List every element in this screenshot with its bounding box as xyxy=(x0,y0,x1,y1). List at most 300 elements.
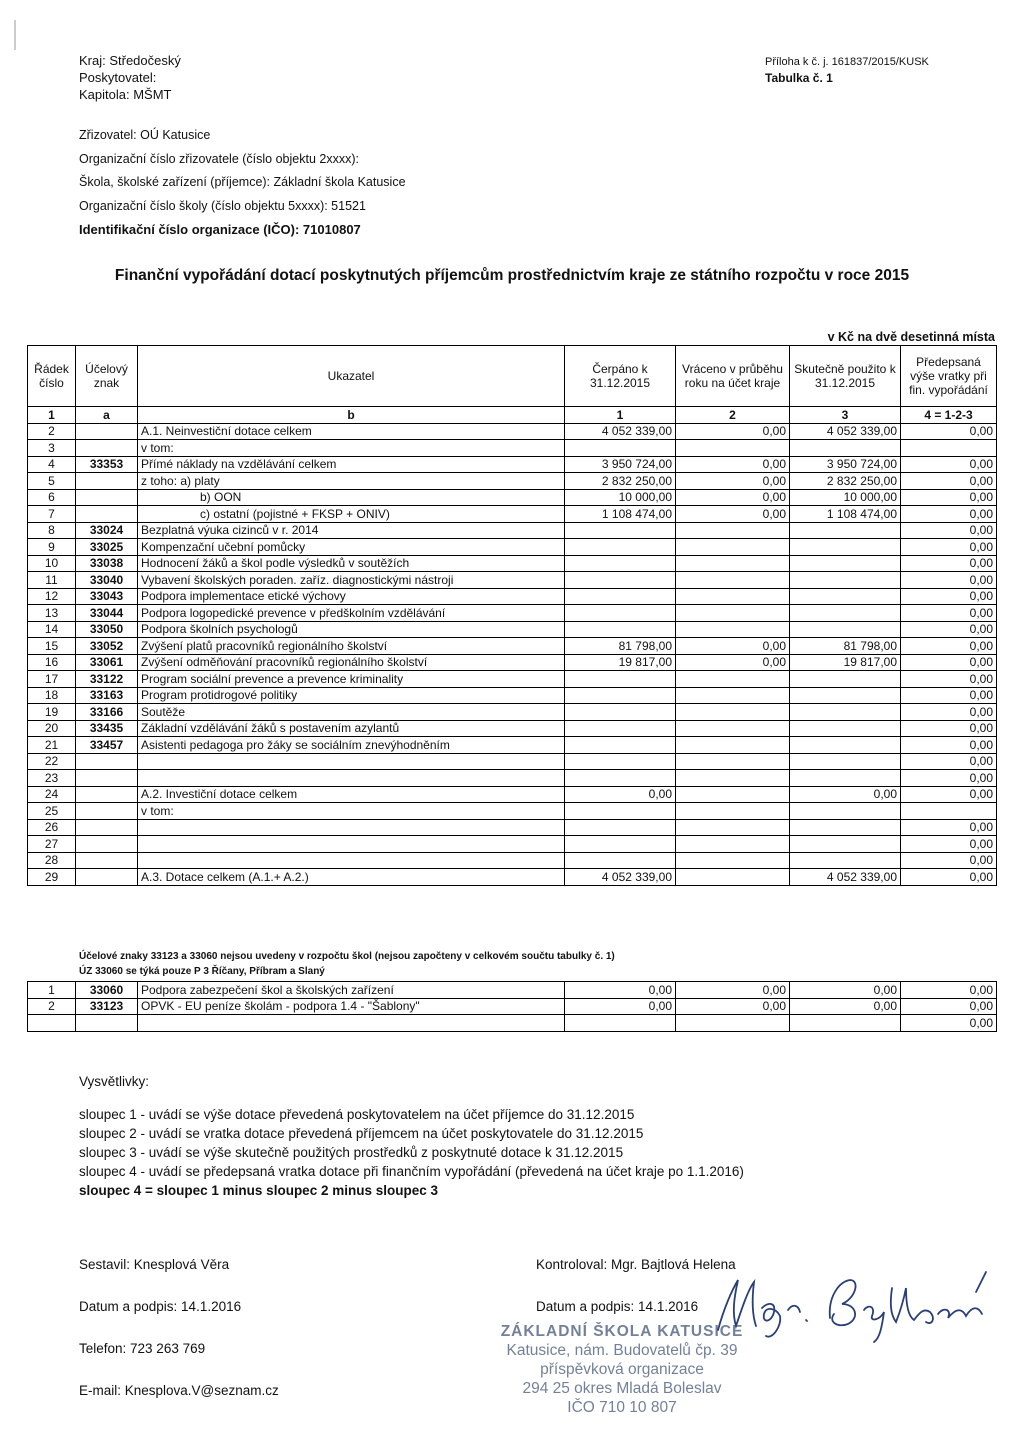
telefon: Telefon: 723 263 769 xyxy=(79,1341,206,1356)
ucelovy-znak-cell: 33025 xyxy=(76,539,138,556)
cerpano-cell: 0,00 xyxy=(565,982,676,999)
vraceno-cell xyxy=(676,522,790,539)
ukazatel-cell: Soutěže xyxy=(138,704,565,721)
ukazatel-cell: c) ostatní (pojistné + FKSP + ONIV) xyxy=(138,506,565,523)
row-number-cell: 15 xyxy=(28,638,76,655)
vraceno-cell xyxy=(676,786,790,803)
ucelovy-znak-cell xyxy=(76,786,138,803)
ukazatel-cell: Program protidrogové politiky xyxy=(138,687,565,704)
predepsana-cell: 0,00 xyxy=(901,605,997,622)
row-number-cell: 26 xyxy=(28,819,76,836)
sub-table-row xyxy=(28,1015,997,1032)
vraceno-cell xyxy=(676,621,790,638)
table-row xyxy=(28,621,997,638)
vraceno-cell: 0,00 xyxy=(676,982,790,999)
note-line-1: Účelové znaky 33123 a 33060 nejsou uvedeny v rozpočtu škol (nejsou započteny v celkovém součtu tabulky č. 1) xyxy=(79,951,615,962)
stamp-line: příspěvková organizace xyxy=(540,1361,704,1378)
predepsana-cell: 0,00 xyxy=(901,522,997,539)
ucelovy-znak-cell: 33050 xyxy=(76,621,138,638)
cerpano-cell: 4 052 339,00 xyxy=(565,869,676,886)
stamp-line: Katusice, nám. Budovatelů čp. 39 xyxy=(506,1342,738,1359)
skutecne-cell xyxy=(790,836,901,853)
ukazatel-cell xyxy=(138,819,565,836)
vraceno-cell xyxy=(676,852,790,869)
ucelovy-znak-cell: 33024 xyxy=(76,522,138,539)
ico: Identifikační číslo organizace (IČO): 71010807 xyxy=(79,222,361,237)
row-number-cell: 7 xyxy=(28,506,76,523)
signature-stroke xyxy=(718,1280,756,1330)
sub-table-row xyxy=(28,982,997,999)
cerpano-cell: 81 798,00 xyxy=(565,638,676,655)
cerpano-cell xyxy=(565,588,676,605)
ucelovy-znak-cell: 33166 xyxy=(76,704,138,721)
ucelovy-znak-cell: 33040 xyxy=(76,572,138,589)
cerpano-cell xyxy=(565,555,676,572)
row-number-cell: 4 xyxy=(28,456,76,473)
kapitola-label: Kapitola: MŠMT xyxy=(79,87,172,102)
signature-left xyxy=(79,1257,279,1425)
skola: Škola, školské zařízení (příjemce): Základní škola Katusice xyxy=(79,175,406,189)
row-number-cell: 16 xyxy=(28,654,76,671)
skutecne-cell: 1 108 474,00 xyxy=(790,506,901,523)
page-title: Finanční vypořádání dotací poskytnutých příjemcům prostřednictvím kraje ze státního rozpočtu v roce 2015 xyxy=(114,267,910,284)
skutecne-cell: 3 950 724,00 xyxy=(790,456,901,473)
ucelovy-znak-cell: 33060 xyxy=(76,982,138,999)
skutecne-cell xyxy=(790,605,901,622)
table-row xyxy=(28,704,997,721)
cerpano-cell: 19 817,00 xyxy=(565,654,676,671)
vraceno-cell: 0,00 xyxy=(676,506,790,523)
index-cell: 1 xyxy=(28,407,76,424)
table-row xyxy=(28,753,997,770)
skutecne-cell: 81 798,00 xyxy=(790,638,901,655)
row-number-cell xyxy=(28,1015,76,1032)
table-row xyxy=(28,440,997,457)
stamp-line: ZÁKLADNÍ ŠKOLA KATUSICE xyxy=(500,1323,744,1340)
ucelovy-znak-cell xyxy=(76,852,138,869)
ucelovy-znak-cell xyxy=(76,423,138,440)
predepsana-cell: 0,00 xyxy=(901,869,997,886)
predepsana-cell: 0,00 xyxy=(901,572,997,589)
note-line-2: ÚZ 33060 se týká pouze P 3 Říčany, Příbram a Slaný xyxy=(79,966,325,977)
ukazatel-cell: z toho: a) platy xyxy=(138,473,565,490)
signature-stroke xyxy=(864,1307,884,1342)
row-number-cell: 25 xyxy=(28,803,76,820)
ukazatel-cell: b) OON xyxy=(138,489,565,506)
skutecne-cell: 0,00 xyxy=(790,982,901,999)
org-cislo-skoly: Organizační číslo školy (číslo objektu 5xxxx): 51521 xyxy=(79,198,366,213)
row-number-cell: 17 xyxy=(28,671,76,688)
vraceno-cell xyxy=(676,539,790,556)
table-row xyxy=(28,654,997,671)
row-number-cell: 14 xyxy=(28,621,76,638)
col-vraceno: Vráceno v průběhu roku na účet kraje xyxy=(676,346,790,407)
skutecne-cell xyxy=(790,440,901,457)
predepsana-cell: 0,00 xyxy=(901,836,997,853)
vraceno-cell: 0,00 xyxy=(676,473,790,490)
vraceno-cell xyxy=(676,572,790,589)
ukazatel-cell: Základní vzdělávání žáků s postavením azylantů xyxy=(138,720,565,737)
vraceno-cell: 0,00 xyxy=(676,654,790,671)
predepsana-cell: 0,00 xyxy=(901,588,997,605)
table-row xyxy=(28,506,997,523)
table-row xyxy=(28,638,997,655)
signature-stroke xyxy=(938,1308,982,1318)
legend-item: sloupec 1 - uvádí se výše dotace převedená poskytovatelem na účet příjemce do 31.12.2015 xyxy=(79,1107,635,1122)
row-number-cell: 2 xyxy=(28,423,76,440)
stamp-line: 294 25 okres Mladá Boleslav xyxy=(522,1380,722,1397)
table-row xyxy=(28,869,997,886)
cerpano-cell xyxy=(565,819,676,836)
cerpano-cell xyxy=(565,522,676,539)
table-row xyxy=(28,456,997,473)
header-right xyxy=(765,54,929,86)
vraceno-cell xyxy=(676,819,790,836)
skutecne-cell: 4 052 339,00 xyxy=(790,423,901,440)
skutecne-cell xyxy=(790,522,901,539)
table-header-row xyxy=(28,346,997,407)
ucelovy-znak-cell: 33052 xyxy=(76,638,138,655)
cerpano-cell: 0,00 xyxy=(565,786,676,803)
stamp-line: IČO 710 10 807 xyxy=(567,1399,677,1416)
predepsana-cell: 0,00 xyxy=(901,671,997,688)
header-left xyxy=(79,52,181,103)
vraceno-cell xyxy=(676,1015,790,1032)
index-cell: a xyxy=(76,407,138,424)
col-cerpano: Čerpáno k 31.12.2015 xyxy=(565,346,676,407)
row-number-cell: 20 xyxy=(28,720,76,737)
ucelovy-znak-cell: 33353 xyxy=(76,456,138,473)
predepsana-cell xyxy=(901,803,997,820)
note xyxy=(79,949,615,979)
legend-item: sloupec 2 - uvádí se vratka dotace převedená příjemcem na účet poskytovatele do 31.12.2015 xyxy=(79,1126,644,1141)
main-table xyxy=(27,345,997,886)
email: E-mail: Knesplova.V@seznam.cz xyxy=(79,1383,279,1398)
col-skutecne: Skutečně použito k 31.12.2015 xyxy=(790,346,901,407)
index-cell: 4 = 1-2-3 xyxy=(901,407,997,424)
ucelovy-znak-cell: 33435 xyxy=(76,720,138,737)
sub-table-row xyxy=(28,998,997,1015)
sub-table-body xyxy=(28,982,997,1032)
table-row xyxy=(28,687,997,704)
cerpano-cell xyxy=(565,687,676,704)
signature-stroke xyxy=(762,1304,780,1337)
legend-title: Vysvětlivky: xyxy=(79,1074,150,1089)
row-number-cell: 24 xyxy=(28,786,76,803)
ukazatel-cell: Vybavení školských poraden. zaříz. diagnostickými nástroji xyxy=(138,572,565,589)
handwritten-signature xyxy=(710,1268,1000,1348)
skutecne-cell: 10 000,00 xyxy=(790,489,901,506)
table-row xyxy=(28,489,997,506)
ucelovy-znak-cell: 33457 xyxy=(76,737,138,754)
vraceno-cell xyxy=(676,836,790,853)
signature-stroke xyxy=(830,1280,856,1325)
cerpano-cell: 1 108 474,00 xyxy=(565,506,676,523)
predepsana-cell: 0,00 xyxy=(901,1015,997,1032)
index-cell: 1 xyxy=(565,407,676,424)
row-number-cell: 2 xyxy=(28,998,76,1015)
ukazatel-cell: A.1. Neinvestiční dotace celkem xyxy=(138,423,565,440)
skutecne-cell xyxy=(790,671,901,688)
table-row xyxy=(28,819,997,836)
col-ukazatel: Ukazatel xyxy=(138,346,565,407)
ukazatel-cell: Přímé náklady na vzdělávání celkem xyxy=(138,456,565,473)
table-row xyxy=(28,852,997,869)
cerpano-cell: 0,00 xyxy=(565,998,676,1015)
skutecne-cell: 4 052 339,00 xyxy=(790,869,901,886)
skutecne-cell xyxy=(790,704,901,721)
ukazatel-cell xyxy=(138,836,565,853)
cerpano-cell xyxy=(565,720,676,737)
vraceno-cell: 0,00 xyxy=(676,638,790,655)
sub-table xyxy=(27,981,997,1032)
predepsana-cell: 0,00 xyxy=(901,456,997,473)
vraceno-cell xyxy=(676,803,790,820)
cerpano-cell: 3 950 724,00 xyxy=(565,456,676,473)
row-number-cell: 13 xyxy=(28,605,76,622)
table-row xyxy=(28,473,997,490)
skutecne-cell: 0,00 xyxy=(790,998,901,1015)
skutecne-cell: 19 817,00 xyxy=(790,654,901,671)
skutecne-cell: 0,00 xyxy=(790,786,901,803)
vraceno-cell xyxy=(676,869,790,886)
cerpano-cell xyxy=(565,803,676,820)
ukazatel-cell xyxy=(138,753,565,770)
vraceno-cell: 0,00 xyxy=(676,423,790,440)
predepsana-cell: 0,00 xyxy=(901,720,997,737)
ucelovy-znak-cell xyxy=(76,440,138,457)
table-row xyxy=(28,786,997,803)
predepsana-cell: 0,00 xyxy=(901,555,997,572)
row-number-cell: 28 xyxy=(28,852,76,869)
ukazatel-cell: OPVK - EU peníze školám - podpora 1.4 - "Šablony" xyxy=(138,998,565,1015)
predepsana-cell: 0,00 xyxy=(901,753,997,770)
col-radek: Řádek číslo xyxy=(28,346,76,407)
ucelovy-znak-cell xyxy=(76,1015,138,1032)
skutecne-cell xyxy=(790,753,901,770)
cerpano-cell: 10 000,00 xyxy=(565,489,676,506)
ucelovy-znak-cell xyxy=(76,506,138,523)
signature-stroke xyxy=(891,1288,933,1323)
ucelovy-znak-cell: 33163 xyxy=(76,687,138,704)
scan-speck xyxy=(14,20,16,50)
index-cell: b xyxy=(138,407,565,424)
skutecne-cell xyxy=(790,1015,901,1032)
vraceno-cell xyxy=(676,737,790,754)
vraceno-cell: 0,00 xyxy=(676,456,790,473)
index-cell: 3 xyxy=(790,407,901,424)
cerpano-cell: 2 832 250,00 xyxy=(565,473,676,490)
legend xyxy=(79,1072,744,1200)
row-number-cell: 6 xyxy=(28,489,76,506)
skutecne-cell xyxy=(790,555,901,572)
ucelovy-znak-cell xyxy=(76,836,138,853)
vraceno-cell xyxy=(676,605,790,622)
cerpano-cell xyxy=(565,753,676,770)
skutecne-cell xyxy=(790,737,901,754)
cerpano-cell xyxy=(565,704,676,721)
legend-item: sloupec 3 - uvádí se výše skutečně použitých prostředků z poskytnuté dotace k 31.12.2015 xyxy=(79,1145,624,1160)
table-row xyxy=(28,720,997,737)
row-number-cell: 19 xyxy=(28,704,76,721)
vraceno-cell xyxy=(676,704,790,721)
vraceno-cell xyxy=(676,770,790,787)
vraceno-cell: 0,00 xyxy=(676,998,790,1015)
skutecne-cell xyxy=(790,588,901,605)
row-number-cell: 21 xyxy=(28,737,76,754)
cerpano-cell xyxy=(565,671,676,688)
table-row xyxy=(28,803,997,820)
cerpano-cell xyxy=(565,852,676,869)
cerpano-cell xyxy=(565,737,676,754)
kraj-label: Kraj: Středočeský xyxy=(79,53,181,68)
ucelovy-znak-cell xyxy=(76,753,138,770)
cerpano-cell xyxy=(565,1015,676,1032)
cerpano-cell xyxy=(565,770,676,787)
zrizovatel: Zřizovatel: OÚ Katusice xyxy=(79,128,211,142)
legend-formula: sloupec 4 = sloupec 1 minus sloupec 2 minus sloupec 3 xyxy=(79,1183,438,1198)
ucelovy-znak-cell xyxy=(76,489,138,506)
table-row xyxy=(28,423,997,440)
predepsana-cell: 0,00 xyxy=(901,506,997,523)
col-ucelovy-znak: Účelový znak xyxy=(76,346,138,407)
col-predepsana: Předepsaná výše vratky při fin. vypořádání xyxy=(901,346,997,407)
ukazatel-cell: Hodnocení žáků a škol podle výsledků v soutěžích xyxy=(138,555,565,572)
ukazatel-cell: Zvýšení platů pracovníků regionálního školství xyxy=(138,638,565,655)
ukazatel-cell: Podpora logopedické prevence v předškolním vzdělávání xyxy=(138,605,565,622)
predepsana-cell: 0,00 xyxy=(901,704,997,721)
priloha-ref: Příloha k č. j. 161837/2015/KUSK xyxy=(765,56,929,68)
ucelovy-znak-cell: 33043 xyxy=(76,588,138,605)
predepsana-cell: 0,00 xyxy=(901,852,997,869)
row-number-cell: 27 xyxy=(28,836,76,853)
ucelovy-znak-cell: 33123 xyxy=(76,998,138,1015)
row-number-cell: 18 xyxy=(28,687,76,704)
ucelovy-znak-cell: 33122 xyxy=(76,671,138,688)
row-number-cell: 8 xyxy=(28,522,76,539)
ucelovy-znak-cell xyxy=(76,473,138,490)
vraceno-cell xyxy=(676,720,790,737)
kontroloval: Kontroloval: Mgr. Bajtlová Helena xyxy=(536,1257,736,1272)
ukazatel-cell: v tom: xyxy=(138,803,565,820)
predepsana-cell: 0,00 xyxy=(901,473,997,490)
ukazatel-cell: Zvýšení odměňování pracovníků regionálního školství xyxy=(138,654,565,671)
table-row xyxy=(28,770,997,787)
row-number-cell: 3 xyxy=(28,440,76,457)
legend-item: sloupec 4 - uvádí se předepsaná vratka dotace při finančním vypořádání (převedená na účet kraje po 1.1.2016) xyxy=(79,1164,744,1179)
main-table-body xyxy=(28,423,997,885)
vraceno-cell xyxy=(676,671,790,688)
table-row xyxy=(28,522,997,539)
skutecne-cell xyxy=(790,687,901,704)
cerpano-cell xyxy=(565,605,676,622)
ukazatel-cell xyxy=(138,852,565,869)
cerpano-cell xyxy=(565,836,676,853)
vraceno-cell xyxy=(676,588,790,605)
datum-left: Datum a podpis: 14.1.2016 xyxy=(79,1299,242,1314)
sestavil: Sestavil: Knesplová Věra xyxy=(79,1257,230,1272)
table-row xyxy=(28,588,997,605)
ucelovy-znak-cell xyxy=(76,869,138,886)
predepsana-cell: 0,00 xyxy=(901,770,997,787)
row-number-cell: 10 xyxy=(28,555,76,572)
org-info xyxy=(79,128,406,246)
unit-note: v Kč na dvě desetinná místa xyxy=(827,330,995,344)
predepsana-cell: 0,00 xyxy=(901,998,997,1015)
ukazatel-cell: Podpora školních psychologů xyxy=(138,621,565,638)
cerpano-cell xyxy=(565,440,676,457)
cerpano-cell xyxy=(565,621,676,638)
row-number-cell: 11 xyxy=(28,572,76,589)
vraceno-cell xyxy=(676,555,790,572)
predepsana-cell: 0,00 xyxy=(901,687,997,704)
ukazatel-cell: Bezplatná výuka cizinců v r. 2014 xyxy=(138,522,565,539)
table-row xyxy=(28,605,997,622)
ukazatel-cell: A.2. Investiční dotace celkem xyxy=(138,786,565,803)
table-row xyxy=(28,555,997,572)
predepsana-cell: 0,00 xyxy=(901,638,997,655)
skutecne-cell xyxy=(790,803,901,820)
predepsana-cell: 0,00 xyxy=(901,423,997,440)
cerpano-cell xyxy=(565,539,676,556)
ucelovy-znak-cell xyxy=(76,770,138,787)
skutecne-cell xyxy=(790,720,901,737)
predepsana-cell: 0,00 xyxy=(901,539,997,556)
table-row xyxy=(28,572,997,589)
cerpano-cell xyxy=(565,572,676,589)
signature-stroke xyxy=(788,1306,807,1321)
predepsana-cell: 0,00 xyxy=(901,982,997,999)
ukazatel-cell: A.3. Dotace celkem (A.1.+ A.2.) xyxy=(138,869,565,886)
row-number-cell: 22 xyxy=(28,753,76,770)
table-index-row xyxy=(28,407,997,424)
index-cell: 2 xyxy=(676,407,790,424)
row-number-cell: 12 xyxy=(28,588,76,605)
predepsana-cell xyxy=(901,440,997,457)
org-cislo-zrizovatele: Organizační číslo zřizovatele (číslo objektu 2xxxx): xyxy=(79,151,359,166)
skutecne-cell xyxy=(790,621,901,638)
vraceno-cell xyxy=(676,440,790,457)
ukazatel-cell xyxy=(138,1015,565,1032)
ukazatel-cell: v tom: xyxy=(138,440,565,457)
predepsana-cell: 0,00 xyxy=(901,786,997,803)
skutecne-cell xyxy=(790,539,901,556)
vraceno-cell: 0,00 xyxy=(676,489,790,506)
ucelovy-znak-cell: 33061 xyxy=(76,654,138,671)
ukazatel-cell: Asistenti pedagoga pro žáky se sociálním znevýhodněním xyxy=(138,737,565,754)
row-number-cell: 1 xyxy=(28,982,76,999)
table-row xyxy=(28,671,997,688)
skutecne-cell xyxy=(790,852,901,869)
skutecne-cell xyxy=(790,770,901,787)
ukazatel-cell: Kompenzační učební pomůcky xyxy=(138,539,565,556)
ucelovy-znak-cell: 33038 xyxy=(76,555,138,572)
ukazatel-cell: Podpora zabezpečení škol a školských zařízení xyxy=(138,982,565,999)
table-row xyxy=(28,737,997,754)
ucelovy-znak-cell xyxy=(76,819,138,836)
row-number-cell: 29 xyxy=(28,869,76,886)
ucelovy-znak-cell: 33044 xyxy=(76,605,138,622)
row-number-cell: 9 xyxy=(28,539,76,556)
signature-stroke xyxy=(976,1272,986,1292)
tabulka-label: Tabulka č. 1 xyxy=(765,71,833,85)
ukazatel-cell: Podpora implementace etické výchovy xyxy=(138,588,565,605)
skutecne-cell: 2 832 250,00 xyxy=(790,473,901,490)
skutecne-cell xyxy=(790,819,901,836)
table-row xyxy=(28,539,997,556)
ukazatel-cell: Program sociální prevence a prevence kriminality xyxy=(138,671,565,688)
ukazatel-cell xyxy=(138,770,565,787)
